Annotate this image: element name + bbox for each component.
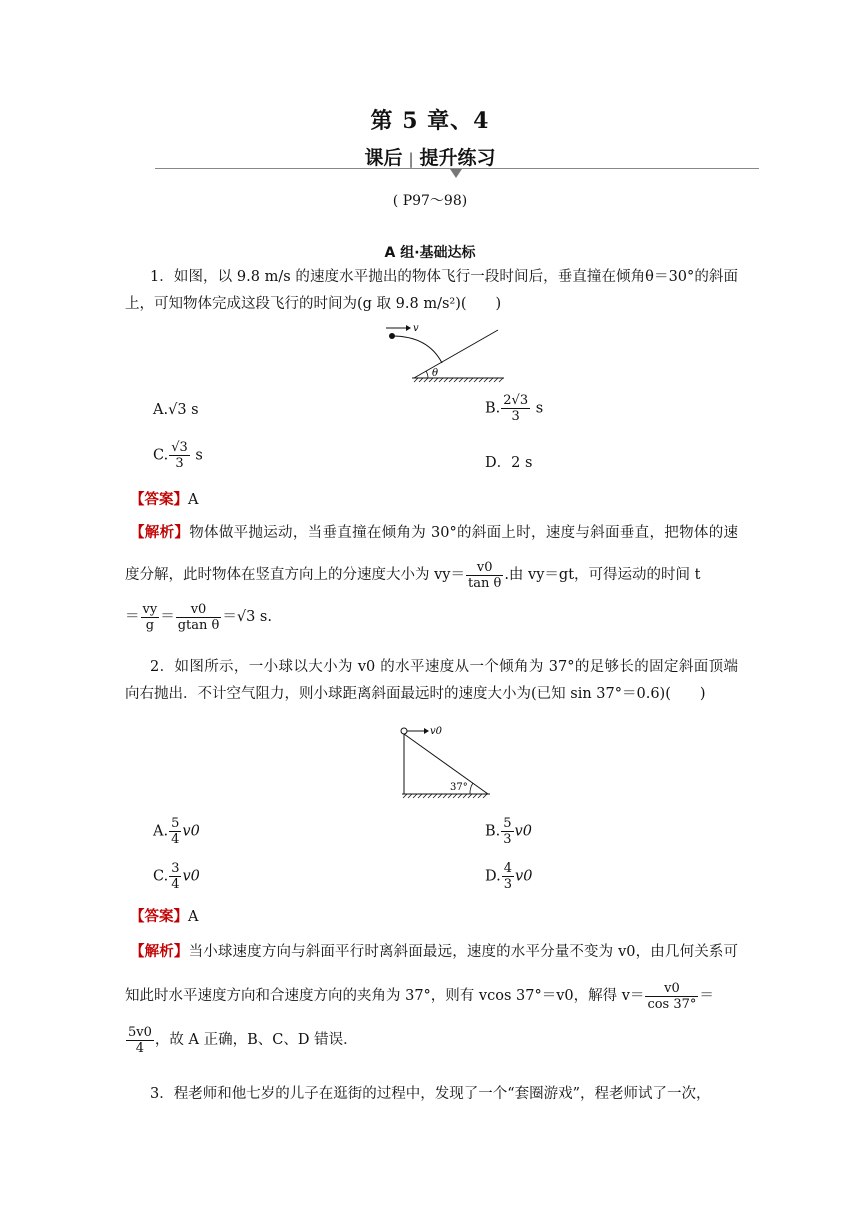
figure-1-theta-label: θ	[432, 368, 439, 379]
q1-option-c: C. $\frac{√3}{3}$ s	[153, 440, 203, 471]
subtitle-separator: |	[408, 150, 414, 168]
q2-option-b: B. $\frac{5}{3}$ v0	[485, 816, 532, 847]
q2-answer: 【答案】A	[130, 908, 199, 925]
q2-option-a: A. $\frac{5}{4}$ v0	[153, 816, 200, 847]
q1-option-b: B. $\frac{2√3}{3}$ s	[485, 393, 544, 424]
figure-2-v0-label: v0	[430, 726, 443, 737]
subtitle-right: 提升练习	[419, 147, 496, 169]
figure-2-angle-label: 37°	[450, 782, 468, 793]
question-1-text: 1．如图，以 9.8 m/s 的速度水平抛出的物体飞行一段时间后，垂直撞在倾角θ＝30°的斜面上，可知物体完成这段飞行的时间为(g 取 9.8 m/s²)( )	[125, 269, 738, 312]
page-title: 第 5 章、4	[370, 108, 490, 134]
subtitle-left: 课后	[364, 147, 403, 169]
question-2-figure	[398, 724, 494, 802]
group-title: A 组·基础达标	[384, 245, 476, 261]
question-1-figure	[380, 316, 510, 386]
section-subtitle	[0, 143, 860, 170]
q1-option-d: D．2 s	[485, 455, 533, 471]
q2-option-d: D. $\frac{4}{3}$ v0	[485, 861, 533, 892]
question-3-text: 3．程老师和他七岁的儿子在逛街的过程中，发现了一个“套圈游戏”，程老师试了一次，	[150, 1086, 711, 1102]
figure-1-v-label: v	[413, 323, 419, 334]
q1-option-a: A.√3 s	[153, 402, 199, 418]
page-range: ( P97～98)	[392, 193, 468, 209]
triangle-marker-icon	[450, 169, 462, 178]
q2-option-c: C. $\frac{3}{4}$ v0	[153, 861, 200, 892]
q1-answer: 【答案】A	[130, 491, 199, 508]
question-2-text: 2．如图所示，一小球以大小为 v0 的水平速度从一个倾角为 37°的足够长的固定斜面顶端向右抛出．不计空气阻力，则小球距离斜面最远时的速度大小为(已知 sin 37°＝0.6)( )	[125, 659, 738, 702]
q2-analysis: 【解析】当小球速度方向与斜面平行时离斜面最远，速度的水平分量不变为 v0，由几何关系可知此时水平速度方向和合速度方向的夹角为 37°，则有 vcos 37°＝v0，解得 v＝ $\frac{v0}{\cos 37^\circ}$ ＝ $\frac{5v0}{4}$ ，故 A 正确，B、C、D 错误．	[125, 943, 739, 1056]
q1-analysis: 【解析】物体做平抛运动，当垂直撞在倾角为 30°的斜面上时，速度与斜面垂直，把物体的速度分解，此时物体在竖直方向上的分速度大小为 vy＝ $\frac{v0}{\text{tan θ}}$ .由 vy＝gt，可得运动的时间 t ＝ $\frac{vy}{g}$ ＝ $\frac{v0}{\text{gtan θ}}$ ＝√3 s.	[125, 524, 738, 633]
